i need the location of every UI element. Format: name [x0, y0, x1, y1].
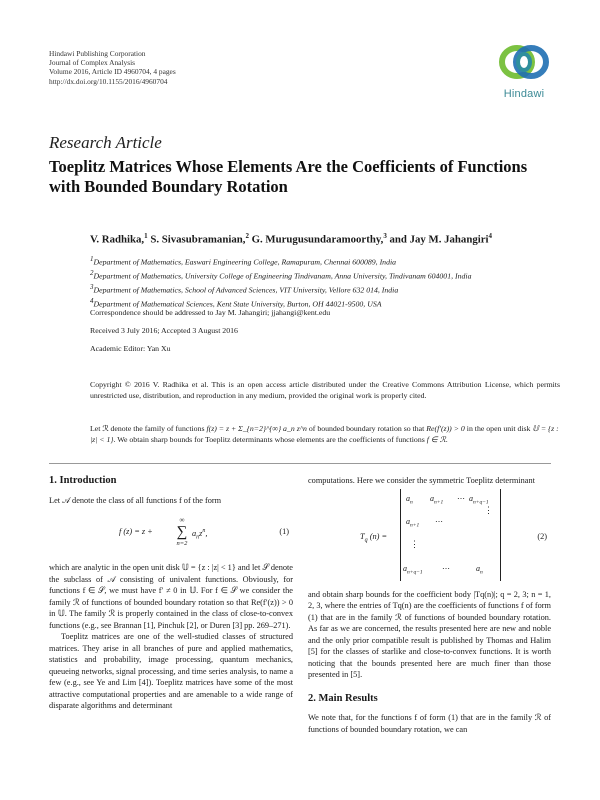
matrix-subscript: n+q−1	[407, 569, 423, 576]
abstract-text: in the open unit disk	[464, 424, 533, 433]
volume-info: Volume 2016, Article ID 4960704, 4 pages	[49, 67, 176, 77]
author-name: S. Sivasubramanian,	[150, 233, 246, 246]
section-divider	[49, 463, 551, 464]
summation-symbol: ∑	[176, 524, 188, 540]
abstract-text: . We obtain sharp bounds for Toeplitz determinants whose elements are the coefficients of functions	[113, 435, 427, 444]
copyright-notice: Copyright © 2016 V. Radhika et al. This is an open access article distributed under the Creative Commons Attribution License, which permits unrestricted use, distribution, and reproduction in any medium, provided the original work is properly cited.	[90, 380, 560, 400]
author-name: and Jay M. Jahangiri	[389, 233, 489, 246]
equation-text: ,	[205, 528, 208, 538]
matrix-ellipsis: ⋯	[442, 563, 450, 573]
affiliation	[90, 282, 560, 296]
equation-number: (2)	[537, 531, 547, 541]
abstract-formula: Re(f′(z)) > 0	[426, 424, 465, 433]
sum-upper-limit: ∞	[179, 516, 185, 524]
affiliation-text: Department of Mathematics, School of Advanced Sciences, VIT University, Vellore 632 014, India	[93, 285, 399, 295]
affiliation-number: 3	[90, 283, 94, 292]
matrix-subscript: n	[410, 499, 413, 506]
matrix-subscript: n+1	[434, 499, 444, 506]
received-dates: Received 3 July 2016; Accepted 3 August 2016	[90, 326, 238, 335]
abstract-text: Let ℛ denote the family of functions	[90, 424, 207, 433]
abstract-formula: f(z) = z + Σ_{n=2}^{∞} a_n z^n	[206, 424, 307, 433]
affiliations	[90, 254, 560, 310]
author-name: G. Murugusundaramoorthy,	[251, 233, 384, 246]
abstract-text: of bounded boundary rotation so that	[306, 424, 427, 433]
journal-name: Journal of Complex Analysis	[49, 58, 136, 68]
affiliation-text: Department of Mathematics, Easwari Engineering College, Ramapuram, Chennai 600089, India	[93, 257, 397, 267]
paragraph: We note that, for the functions f of form (1) that are in the family ℛ of functions of bounded boundary rotation, we can	[308, 713, 551, 734]
equation-text: a	[192, 528, 197, 538]
equation-2	[308, 489, 551, 585]
author-affiliation-marker: 1	[144, 232, 148, 240]
sum-lower-limit: n=2	[176, 540, 188, 547]
matrix-entry: a	[430, 493, 434, 503]
equation-text: T	[360, 531, 365, 541]
abstract-formula: 𝕌 = {z : |z| < 1}	[90, 424, 559, 444]
paragraph: and obtain sharp bounds for the coefficient body |Tq(n)|; q = 2, 3; n = 1, 2, 3, where the entries of Tq(n) are the coefficients of functions f of form (1) that are in the family ℛ of functions of bounded boundary rotation. As far as we are concerned, the results presented here are new and noble and the only prior compatible result is published by Thomas and Halim [5] for the classes of starlike and close-to-convex functions. It is worth noticing that the bounds presented here are much finer than those presented in [5].	[308, 589, 551, 679]
correspondence: Correspondence should be addressed to Jay M. Jahangiri; jjahangi@kent.edu	[90, 308, 331, 317]
equation-text: (n) =	[367, 531, 388, 541]
matrix-subscript: n+1	[410, 522, 420, 529]
paragraph: which are analytic in the open unit disk 𝕌 = {z : |z| < 1} and let 𝒮 denote the subclass of 𝒜 consisting of univalent functions. Obviously, for functions f ∈ 𝒮, we must have f′ ≠ 0 in 𝕌. For f ∈ 𝒮 we consider the family ℛ of functions of bounded boundary rotation so that Re(f′(z)) > 0 in 𝕌. The family ℛ is properly contained in the class of close-to-convex functions (e.g., see Brannan [1], Pinchuk [2], or Duren [3] pp. 269–271).	[49, 563, 293, 630]
equation-1	[49, 516, 293, 552]
author-affiliation-marker: 4	[488, 232, 493, 240]
author-name: V. Radhika,	[90, 233, 145, 246]
determinant-bar-right	[500, 489, 501, 581]
article-meta	[90, 308, 560, 354]
affiliation-text: Department of Mathematical Sciences, Kent State University, Burton, OH 44021-9500, USA	[93, 299, 382, 309]
matrix-ellipsis: ⋯	[457, 493, 465, 503]
matrix-entry: a	[476, 563, 480, 573]
determinant-bar-left	[400, 489, 401, 581]
paragraph: computations. Here we consider the symmetric Toeplitz determinant	[308, 476, 535, 485]
matrix-entry: a	[403, 563, 407, 573]
hindawi-logo	[497, 40, 551, 102]
hindawi-logo-icon	[497, 40, 551, 86]
paragraph: Let 𝒜 denote the class of all functions f of the form	[49, 495, 222, 505]
publisher-name: Hindawi Publishing Corporation	[49, 49, 146, 58]
equation-text: f (z) = z +	[119, 527, 153, 536]
hindawi-logo-text: Hindawi	[503, 88, 545, 100]
equation-subscript: q	[364, 537, 368, 544]
section-heading: 2. Main Results	[308, 692, 378, 704]
abstract	[90, 423, 560, 445]
equation-text: z	[199, 528, 203, 538]
equation-subscript: n	[196, 534, 200, 541]
doi-link[interactable]: http://dx.doi.org/10.1155/2016/4960704	[49, 76, 168, 86]
matrix-vdots: ⋮	[410, 538, 419, 549]
matrix-ellipsis: ⋯	[435, 516, 443, 526]
left-column	[49, 475, 293, 712]
abstract-formula: f ∈ ℛ	[426, 435, 446, 444]
affiliation-number: 4	[90, 297, 94, 306]
author-list	[90, 232, 492, 246]
affiliation-number: 2	[90, 269, 94, 278]
article-type: Research Article	[49, 133, 162, 152]
matrix-subscript: n	[480, 569, 483, 576]
right-column	[308, 475, 551, 735]
section-heading: 1. Introduction	[49, 475, 117, 486]
author-affiliation-marker: 3	[383, 232, 387, 240]
affiliation	[90, 254, 560, 268]
affiliation-text: Department of Mathematics, University College of Engineering Tindivanam, Anna University, Tindivanam 604001, India	[93, 271, 472, 281]
affiliation	[90, 268, 560, 282]
matrix-subscript: n+q−1	[473, 499, 489, 506]
matrix-vdots: ⋮	[484, 504, 493, 515]
affiliation-number: 1	[90, 255, 94, 263]
paragraph: Toeplitz matrices are one of the well-studied classes of structured matrices. They arise in all branches of pure and applied mathematics, statistics and probability, image processing, quantum mechanics, queueing networks, signal processing, and time series analysis, to name a few (e.g., see Ye and Lim [4]). Toeplitz matrices have some of the most attractive computational properties and are amenable to a wide range of disparate algorithms and determinant	[49, 632, 293, 710]
matrix-entry: a	[469, 493, 473, 503]
publication-header	[49, 49, 176, 86]
matrix-entry: a	[406, 493, 410, 503]
author-affiliation-marker: 2	[245, 232, 249, 240]
academic-editor: Academic Editor: Yan Xu	[90, 344, 171, 353]
abstract-text: .	[445, 435, 448, 444]
matrix-entry: a	[406, 516, 410, 526]
paper-title: Toeplitz Matrices Whose Elements Are the Coefficients of Functions with Bounded Boundary Rotation	[49, 157, 528, 196]
equation-superscript: n	[202, 528, 206, 534]
equation-number: (1)	[279, 527, 289, 536]
